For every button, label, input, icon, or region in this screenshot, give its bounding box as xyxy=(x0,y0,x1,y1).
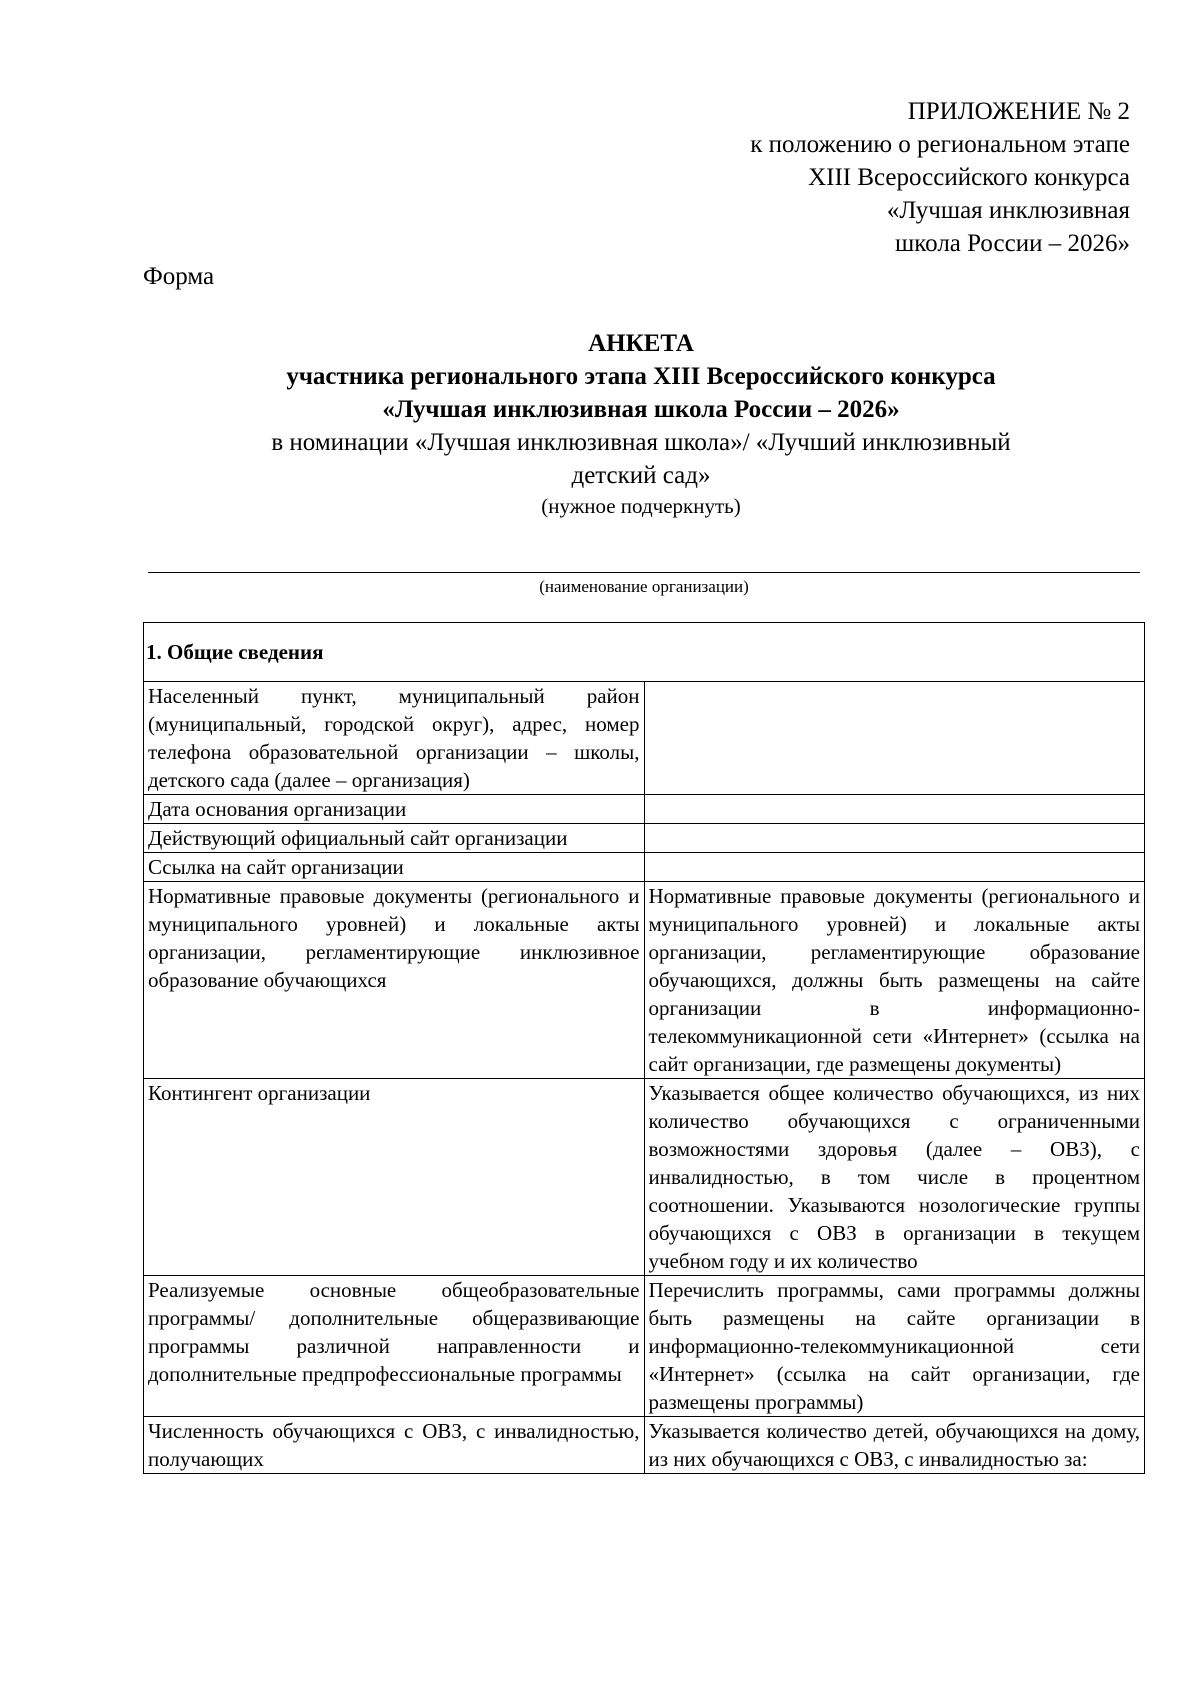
row-label: Населенный пункт, муниципальный район (муниципальный, городской округ), адрес, номер телефона образовательной организации – школы, детского сада (далее – организация) xyxy=(144,682,645,795)
row-value-cell[interactable] xyxy=(644,795,1145,824)
appendix-number: ПРИЛОЖЕНИЕ № 2 xyxy=(907,98,1130,125)
row-value-cell[interactable]: Указывается количество детей, обучающихся на дому, из них обучающихся с ОВЗ, с инвалидностью за: xyxy=(644,1417,1145,1474)
document-heading xyxy=(143,327,1139,520)
appendix-header xyxy=(750,95,1130,260)
row-value-cell[interactable] xyxy=(644,824,1145,853)
row-label: Ссылка на сайт организации xyxy=(144,853,645,882)
row-label: Численность обучающихся с ОВЗ, с инвалидностью, получающих xyxy=(144,1417,645,1474)
row-label: Контингент организации xyxy=(144,1079,645,1276)
table-row xyxy=(144,824,1145,853)
table-row xyxy=(144,1079,1145,1276)
row-value-cell[interactable]: Перечислить программы, сами программы должны быть размещены на сайте организации в информационно-телекоммуникационной сети «Интернет» (ссылка на сайт организации, где размещены программы) xyxy=(644,1276,1145,1417)
row-value-cell[interactable]: Нормативные правовые документы (регионального и муниципального уровней) и локальные акты организации, регламентирующие образование обучающихся, должны быть размещены на сайте организации в информационно-телекоммуникационной сети «Интернет» (ссылка на сайт организации, где размещены документы) xyxy=(644,882,1145,1079)
section-title: 1. Общие сведения xyxy=(144,623,1145,682)
row-label: Дата основания организации xyxy=(144,795,645,824)
underline-note: (нужное подчеркнуть) xyxy=(541,494,741,518)
table-row xyxy=(144,795,1145,824)
nomination-line: в номинации «Лучшая инклюзивная школа»/ «Лучший инклюзивный xyxy=(271,429,1011,456)
table-row xyxy=(144,853,1145,882)
nomination-line: детский сад» xyxy=(571,462,711,489)
appendix-line: школа России – 2026» xyxy=(895,230,1130,257)
form-label: Форма xyxy=(143,263,215,290)
document-title: АНКЕТА xyxy=(588,330,694,357)
section-header-row xyxy=(144,623,1145,682)
table-row xyxy=(144,682,1145,795)
appendix-line: к положению о региональном этапе xyxy=(750,131,1130,158)
row-value-cell[interactable] xyxy=(644,853,1145,882)
heading-line: участника регионального этапа XIII Всероссийского конкурса xyxy=(286,363,996,390)
row-label: Нормативные правовые документы (регионального и муниципального уровней) и локальные акты организации, регламентирующие инклюзивное образование обучающихся xyxy=(144,882,645,1079)
row-label: Действующий официальный сайт организации xyxy=(144,824,645,853)
row-value-cell[interactable] xyxy=(644,682,1145,795)
appendix-line: XIII Всероссийского конкурса xyxy=(808,164,1130,191)
general-info-table xyxy=(143,622,1145,1474)
organization-name-caption: (наименование организации) xyxy=(539,577,749,596)
appendix-line: «Лучшая инклюзивная xyxy=(886,197,1130,224)
table-row xyxy=(144,1417,1145,1474)
heading-line: «Лучшая инклюзивная школа России – 2026» xyxy=(382,396,900,423)
table-row xyxy=(144,1276,1145,1417)
row-value-cell[interactable]: Указывается общее количество обучающихся, из них количество обучающихся с ограниченными возможностями здоровья (далее – ОВЗ), с инвалидностью, в том числе в процентном соотношении. Указываются нозологические группы обучающихся с ОВЗ в организации в текущем учебном году и их количество xyxy=(644,1079,1145,1276)
row-label: Реализуемые основные общеобразовательные программы/ дополнительные общеразвивающие программы различной направленности и дополнительные предпрофессиональные программы xyxy=(144,1276,645,1417)
table-row xyxy=(144,882,1145,1079)
organization-name-line[interactable] xyxy=(148,572,1140,573)
